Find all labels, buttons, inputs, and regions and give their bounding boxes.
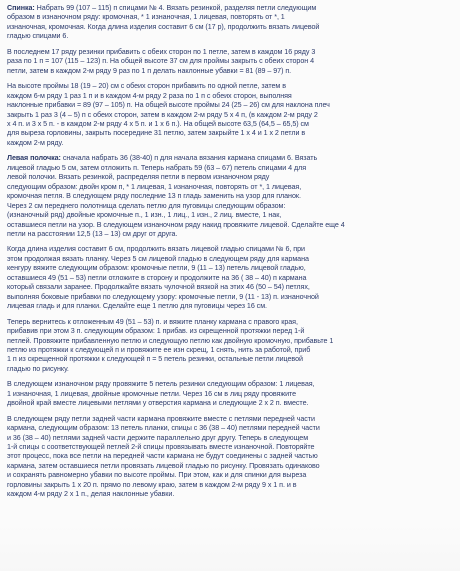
paragraph-joining bbox=[7, 415, 454, 500]
paragraph-shoulders bbox=[7, 82, 454, 148]
paragraph-text: Набрать 99 (107 – 115) п спицами № 4. Вязать резинкой, разделяя петли следующим образом в изнаночном ряду: кромочная, * 1 изнаночная, 1 лицевая, повторять от *, 1 изнаночная, кромочная. Когда длина изделия составит 6 см (17 р), продолжить вязать лицевой гладью спицами 6. bbox=[7, 4, 320, 41]
paragraph-text: В следующем ряду петли задней части кармана провяжите вместе с петлями передней части кармана, следующим образом: 13 петель планки, спицы с 36 (38 – 40) петлями передней части и 36 (38 – 40) петлями задней части держите параллельно друг другу. Теперь в следующем 1-й спицы с соответствующей петлей 2-й спицы провязывать вместе изнаночной. Повторяйте этот процесс, пока все петли на передней части кармана не будут соединены с задней частью кармана, затем оставшиеся петли провязать лицевой гладью по рисунку. Провязать одинаково и сохранять равномерно убавки по высоте проймы. При этом, как и для спинки для выреза горловины закрыть 1 х 20 п. прямо по левому краю, затем в каждом 2-м ряду 9 х 1 п. и в каждом 4-м ряду 2 х 1 п., делая наклонные убавки. bbox=[7, 414, 320, 499]
paragraph-text: сначала набрать 36 (38-40) п для начала вязания кармана спицами 6. Вязать лицевой гладью 5 см, затем отложить п. Теперь набрать 59 (63 – 67) петель спицами 4 для левой полочки. Вязать резинкой, распределяя петли в первом изнаночном ряду следующим образом: двойн кром п, * 1 лицевая, 1 изнаночная, повторять от *, 1 лицевая, кромочная петля. В следующем ряду последние 13 п гладь заменить на узор для планок. Через 2 см переднего полотнища сделать петлю для пуговицы следующим образом: (изнаночный ряд) двойные кромочные п., 1 изн., 1 лиц., 1 изн., 2 лиц. вместе, 1 нак, оставшиеся петли на узор. В следующем изнаночном ряду накид провяжите лицевой. Сделайте еще 4 петли на расстоянии 12,5 (13 – 13) см друг от друга. bbox=[7, 154, 345, 238]
paragraph-text: Теперь вернитесь к отложенным 49 (51 – 53) п. и вяжите планку кармана с правого края, прибавив при этом 3 п. следующим образом: 1 прибав. из скрещенной протяжки перед 1-й петлей. Провяжите прибавленную петлю и следующую петлю как двойную кромочную, прибавьте 1 петлю из протяжки к следующей п и провяжите ее изн скрещ, 1 снять, нить за работой, приб 1 п из скрещенной протяжки к следующей п = 5 петель резинки, остальные петли лицевой гладью по рисунку. bbox=[7, 317, 334, 373]
paragraph-text: В последнем 17 ряду резинки прибавить с обеих сторон по 1 петле, затем в каждом 16 ряду 3 раза по 1 п = 107 (115 – 123) п. На общей высоте 37 см для проймы закрыть с обеих сторон 4 петли, затем в каждом 2-м ряду 9 раз по 1 п делать наклонные убавки = 81 (89 – 97) п. bbox=[7, 47, 316, 75]
paragraph-rib-stitches bbox=[7, 380, 454, 408]
section-heading-back: Спинка: bbox=[7, 4, 35, 12]
page-shadow bbox=[0, 525, 460, 571]
paragraph-text: В следующем изнаночном ряду провяжите 5 петель резинки следующим образом: 1 лицевая, 1 изнаночная, 1 лицевая, двойные кромочные петли. Через 16 см в лиц ряду провяжите двойной край вместе лицевыми петлями у отверстия кармана и следующие 2 х 2 п. вместе. bbox=[7, 380, 315, 408]
paragraph-pocket-band bbox=[7, 318, 454, 375]
paragraph-armhole bbox=[7, 48, 454, 76]
paragraph-pocket bbox=[7, 245, 454, 311]
paragraph-back bbox=[7, 4, 454, 42]
paragraph-text: На высоте проймы 18 (19 – 20) см с обеих сторон прибавить по одной петле, затем в каждом 6-м ряду 1 раз 1 п и в каждом 4-м ряду 2 раза по 1 п с обеих сторон, выполняя наклонные прибавки = 89 (97 – 105) п. На общей высоте проймы 24 (25 – 26) см для наклона плеч закрыть 1 раз 3 (4 – 5) п с обеих сторон, затем в каждом 2-м ряду 5 х 4 п, (в каждом 2-м ряду 2 х 4 п. и 3 х 5 п. - в каждом 2-м ряду 4 х 5 п. и 1 х 6 п.). На общей высоте 63,5 (64,5 – 65,5) см для выреза горловины, закрыть посередине 31 петлю, затем закрыйте 1 х 4 и 1 х 2 петли в каждом 2-м ряду. bbox=[7, 82, 330, 147]
paragraph-text: Когда длина изделия составит 6 см, продолжить вязать лицевой гладью спицами № 6, при этом продолжая вязать планку. Через 5 см лицевой гладью в следующем ряду для кармана кенгуру вяжите следующим образом: кромочные петли, 9 (11 – 13) петель лицевой гладью, оставшиеся 49 (51 – 53) петли отложите в сторону и продолжите на 36 ( 38 – 40) п кармана который связали заранее. Продолжайте вязать чулочной вязкой на этих 46 (50 – 54) петлях, выполняя боковые прибавки по следующему узору: кромочные петли, 9 (11 - 13) п. изнаночной лицевая гладь и для планки. Сделайте еще 1 петлю для пуговицы через 16 см. bbox=[7, 245, 319, 311]
section-heading-left-front: Левая полочка: bbox=[7, 154, 61, 163]
paragraph-left-front bbox=[7, 154, 454, 239]
